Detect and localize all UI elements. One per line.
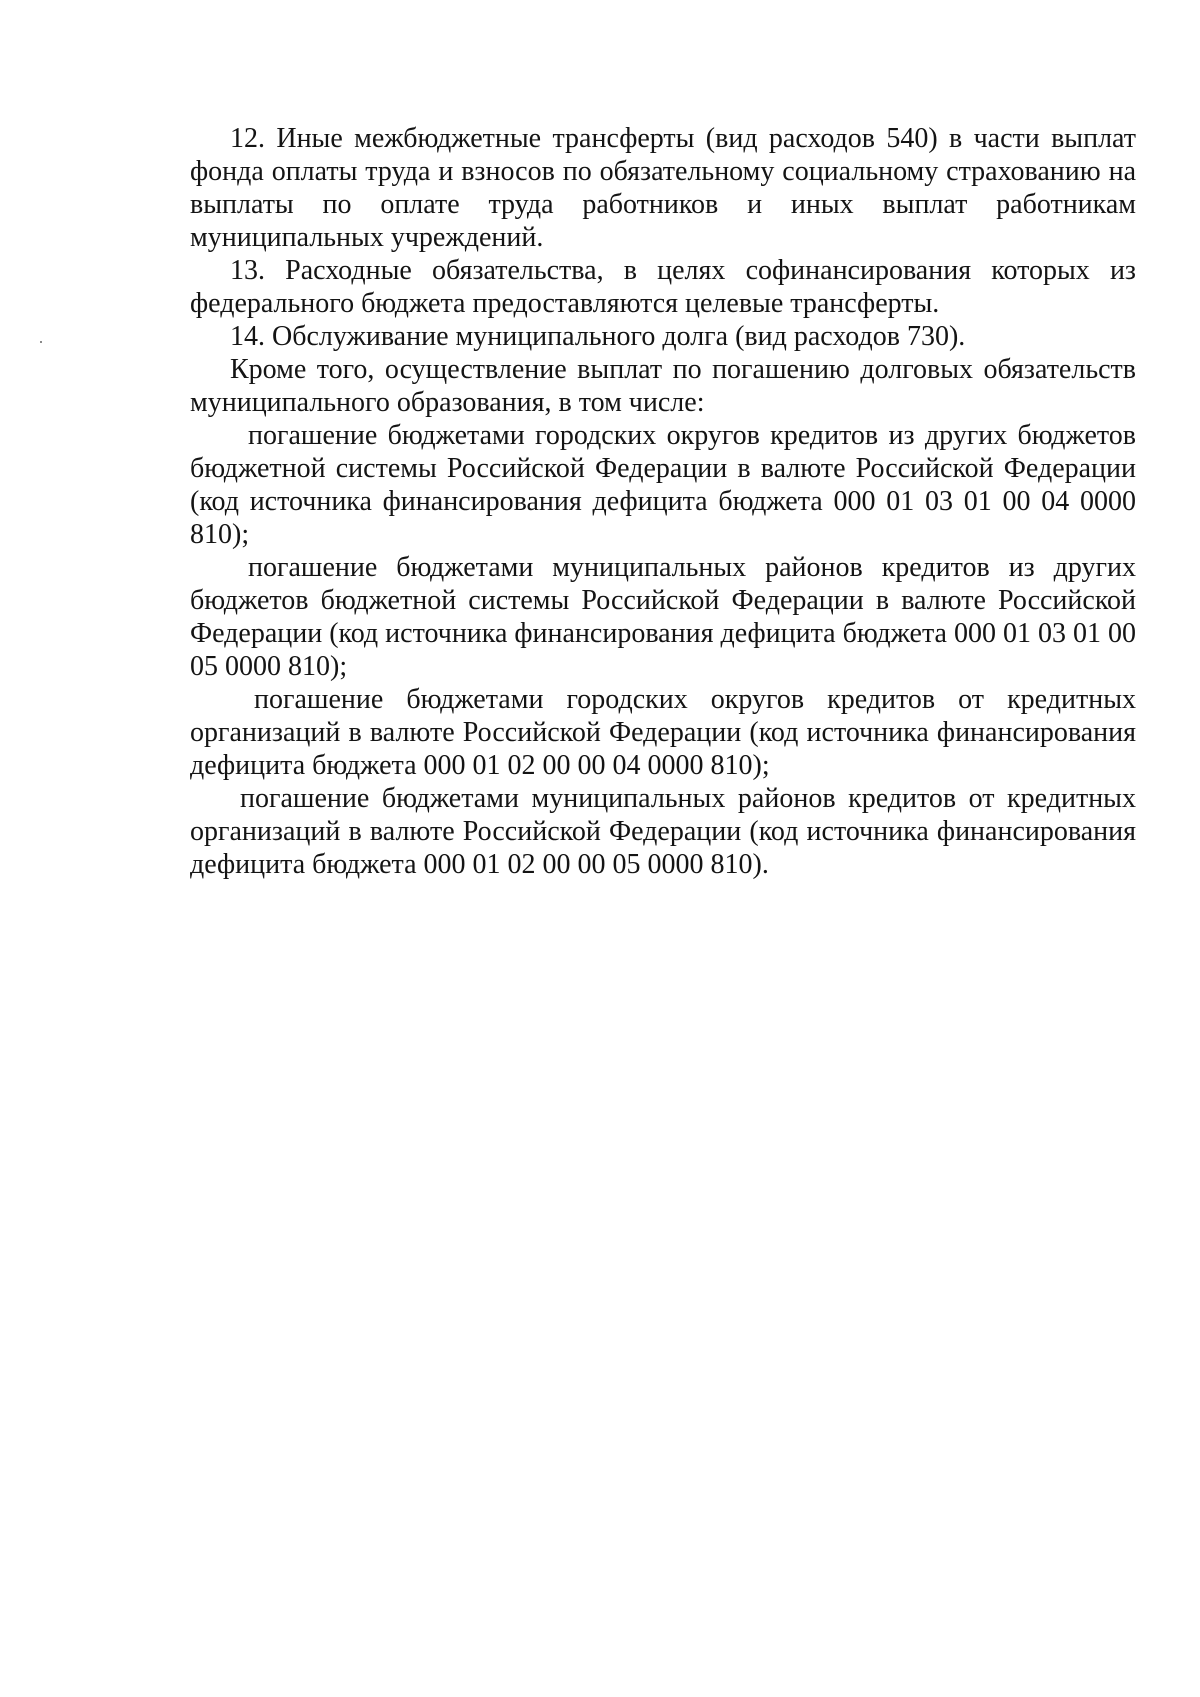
- document-body: [190, 122, 1136, 881]
- paragraph-item-13: 13. Расходные обязательства, в целях софинансирования которых из федерального бюджета предоставляются целевые трансферты.: [190, 255, 1136, 319]
- paragraph-debt-city-budget-credits: погашение бюджетами городских округов кредитов из других бюджетов бюджетной системы Российской Федерации в валюте Российской Федерации (код источника финансирования дефицита бюджета 000 01 03 01 00 04 0000 810);: [190, 420, 1136, 550]
- paragraph-debt-intro: Кроме того, осуществление выплат по погашению долговых обязательств муниципального образования, в том числе:: [190, 354, 1136, 418]
- paragraph-item-14: 14. Обслуживание муниципального долга (вид расходов 730).: [230, 321, 966, 352]
- paragraph-item-12: 12. Иные межбюджетные трансферты (вид расходов 540) в части выплат фонда оплаты труда и взносов по обязательному социальному страхованию на выплаты по оплате труда работников и иных выплат работникам муниципальных учреждений.: [190, 123, 1136, 253]
- paragraph-debt-city-bank-credits: погашение бюджетами городских округов кредитов от кредитных организаций в валюте Российской Федерации (код источника финансирования дефицита бюджета 000 01 02 00 00 04 0000 810);: [190, 684, 1136, 781]
- paragraph-debt-district-bank-credits: погашение бюджетами муниципальных районов кредитов от кредитных организаций в валюте Российской Федерации (код источника финансирования дефицита бюджета 000 01 02 00 00 05 0000 810).: [190, 783, 1136, 880]
- paragraph-debt-district-budget-credits: погашение бюджетами муниципальных районов кредитов из других бюджетов бюджетной системы Российской Федерации в валюте Российской Федерации (код источника финансирования дефицита бюджета 000 01 03 01 00 05 0000 810);: [190, 552, 1136, 682]
- scan-speck: [40, 341, 42, 343]
